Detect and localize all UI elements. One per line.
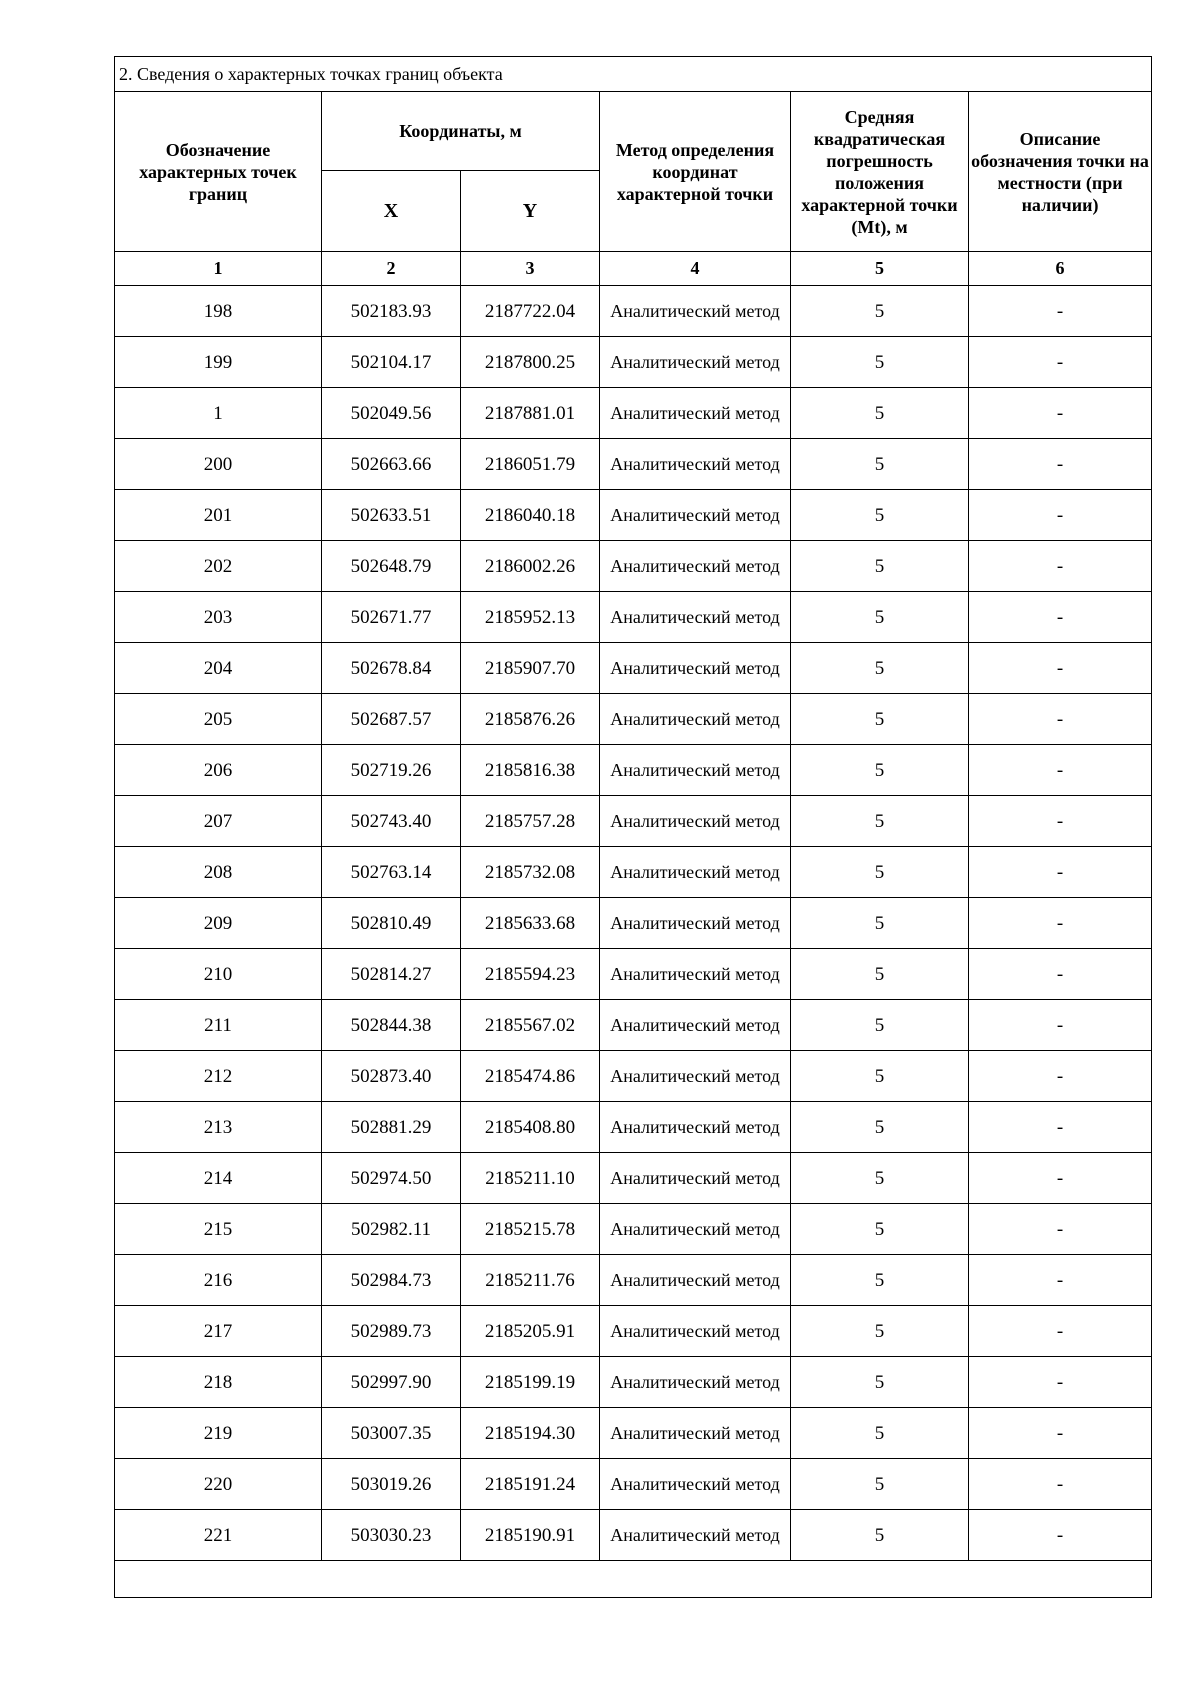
description-cell: - — [969, 337, 1152, 388]
header-y: Y — [461, 171, 600, 252]
y-coordinate-cell: 2186051.79 — [461, 439, 600, 490]
description-cell: - — [969, 1510, 1152, 1561]
method-cell: Аналитический метод — [600, 541, 791, 592]
accuracy-cell: 5 — [791, 1000, 969, 1051]
accuracy-cell: 5 — [791, 745, 969, 796]
table-row — [115, 286, 1152, 337]
accuracy-cell: 5 — [791, 1255, 969, 1306]
point-number-cell: 202 — [115, 541, 322, 592]
x-coordinate-cell: 502844.38 — [322, 1000, 461, 1051]
table-row — [115, 1357, 1152, 1408]
x-coordinate-cell: 502104.17 — [322, 337, 461, 388]
y-coordinate-cell: 2185211.76 — [461, 1255, 600, 1306]
method-cell: Аналитический метод — [600, 490, 791, 541]
accuracy-cell: 5 — [791, 949, 969, 1000]
x-coordinate-cell: 502997.90 — [322, 1357, 461, 1408]
description-cell: - — [969, 1306, 1152, 1357]
description-cell: - — [969, 694, 1152, 745]
section-title: 2. Сведения о характерных точках границ объекта — [115, 57, 1152, 92]
accuracy-cell: 5 — [791, 1357, 969, 1408]
table-row — [115, 439, 1152, 490]
x-coordinate-cell: 502814.27 — [322, 949, 461, 1000]
method-cell: Аналитический метод — [600, 1357, 791, 1408]
y-coordinate-cell: 2185594.23 — [461, 949, 600, 1000]
point-number-cell: 221 — [115, 1510, 322, 1561]
method-cell: Аналитический метод — [600, 694, 791, 745]
column-number: 4 — [600, 252, 791, 286]
document-page — [114, 56, 1151, 1598]
method-cell: Аналитический метод — [600, 643, 791, 694]
y-coordinate-cell: 2185215.78 — [461, 1204, 600, 1255]
description-cell: - — [969, 439, 1152, 490]
x-coordinate-cell: 502989.73 — [322, 1306, 461, 1357]
y-coordinate-cell: 2185474.86 — [461, 1051, 600, 1102]
method-cell: Аналитический метод — [600, 1102, 791, 1153]
table-row — [115, 388, 1152, 439]
y-coordinate-cell: 2185757.28 — [461, 796, 600, 847]
x-coordinate-cell: 502687.57 — [322, 694, 461, 745]
column-number: 5 — [791, 252, 969, 286]
accuracy-cell: 5 — [791, 337, 969, 388]
description-cell: - — [969, 541, 1152, 592]
table-row — [115, 643, 1152, 694]
method-cell: Аналитический метод — [600, 337, 791, 388]
accuracy-cell: 5 — [791, 388, 969, 439]
x-coordinate-cell: 502810.49 — [322, 898, 461, 949]
description-cell: - — [969, 1459, 1152, 1510]
point-number-cell: 198 — [115, 286, 322, 337]
x-coordinate-cell: 502671.77 — [322, 592, 461, 643]
x-coordinate-cell: 502984.73 — [322, 1255, 461, 1306]
method-cell: Аналитический метод — [600, 1255, 791, 1306]
table-row — [115, 541, 1152, 592]
accuracy-cell: 5 — [791, 1051, 969, 1102]
method-cell: Аналитический метод — [600, 439, 791, 490]
method-cell: Аналитический метод — [600, 1204, 791, 1255]
x-coordinate-cell: 503019.26 — [322, 1459, 461, 1510]
y-coordinate-cell: 2185567.02 — [461, 1000, 600, 1051]
accuracy-cell: 5 — [791, 796, 969, 847]
table-row — [115, 745, 1152, 796]
table-row — [115, 592, 1152, 643]
x-coordinate-cell: 502982.11 — [322, 1204, 461, 1255]
description-cell: - — [969, 1051, 1152, 1102]
x-coordinate-cell: 503030.23 — [322, 1510, 461, 1561]
point-number-cell: 209 — [115, 898, 322, 949]
point-number-cell: 207 — [115, 796, 322, 847]
description-cell: - — [969, 1204, 1152, 1255]
method-cell: Аналитический метод — [600, 847, 791, 898]
header-x: X — [322, 171, 461, 252]
table-row — [115, 1204, 1152, 1255]
method-cell: Аналитический метод — [600, 388, 791, 439]
y-coordinate-cell: 2185190.91 — [461, 1510, 600, 1561]
point-number-cell: 204 — [115, 643, 322, 694]
description-cell: - — [969, 1255, 1152, 1306]
point-number-cell: 214 — [115, 1153, 322, 1204]
accuracy-cell: 5 — [791, 592, 969, 643]
x-coordinate-cell: 502873.40 — [322, 1051, 461, 1102]
accuracy-cell: 5 — [791, 490, 969, 541]
description-cell: - — [969, 286, 1152, 337]
description-cell: - — [969, 1000, 1152, 1051]
x-coordinate-cell: 502648.79 — [322, 541, 461, 592]
y-coordinate-cell: 2185191.24 — [461, 1459, 600, 1510]
method-cell: Аналитический метод — [600, 745, 791, 796]
section-title-row — [115, 57, 1152, 92]
table-row — [115, 1408, 1152, 1459]
table-row — [115, 1000, 1152, 1051]
y-coordinate-cell: 2185633.68 — [461, 898, 600, 949]
table-row — [115, 847, 1152, 898]
x-coordinate-cell: 502678.84 — [322, 643, 461, 694]
description-cell: - — [969, 949, 1152, 1000]
y-coordinate-cell: 2185408.80 — [461, 1102, 600, 1153]
y-coordinate-cell: 2187800.25 — [461, 337, 600, 388]
column-number: 6 — [969, 252, 1152, 286]
accuracy-cell: 5 — [791, 1510, 969, 1561]
accuracy-cell: 5 — [791, 439, 969, 490]
table-row — [115, 1153, 1152, 1204]
column-numbers-row — [115, 252, 1152, 286]
table-row — [115, 1255, 1152, 1306]
table-row — [115, 337, 1152, 388]
description-cell: - — [969, 643, 1152, 694]
table-row — [115, 490, 1152, 541]
point-number-cell: 1 — [115, 388, 322, 439]
y-coordinate-cell: 2185907.70 — [461, 643, 600, 694]
y-coordinate-cell: 2187722.04 — [461, 286, 600, 337]
point-number-cell: 213 — [115, 1102, 322, 1153]
accuracy-cell: 5 — [791, 898, 969, 949]
method-cell: Аналитический метод — [600, 1510, 791, 1561]
x-coordinate-cell: 502743.40 — [322, 796, 461, 847]
description-cell: - — [969, 388, 1152, 439]
table-row — [115, 796, 1152, 847]
table-footer-row — [115, 1561, 1152, 1598]
x-coordinate-cell: 502763.14 — [322, 847, 461, 898]
x-coordinate-cell: 502881.29 — [322, 1102, 461, 1153]
description-cell: - — [969, 1357, 1152, 1408]
point-number-cell: 219 — [115, 1408, 322, 1459]
point-number-cell: 220 — [115, 1459, 322, 1510]
y-coordinate-cell: 2186002.26 — [461, 541, 600, 592]
table-row — [115, 1051, 1152, 1102]
point-number-cell: 206 — [115, 745, 322, 796]
y-coordinate-cell: 2185194.30 — [461, 1408, 600, 1459]
header-description: Описание обозначения точки на местности (при наличии) — [969, 92, 1152, 252]
point-number-cell: 203 — [115, 592, 322, 643]
table-row — [115, 898, 1152, 949]
description-cell: - — [969, 592, 1152, 643]
description-cell: - — [969, 1102, 1152, 1153]
point-number-cell: 205 — [115, 694, 322, 745]
table-row — [115, 1459, 1152, 1510]
point-number-cell: 212 — [115, 1051, 322, 1102]
accuracy-cell: 5 — [791, 1204, 969, 1255]
accuracy-cell: 5 — [791, 1408, 969, 1459]
table-row — [115, 1102, 1152, 1153]
header-accuracy: Средняя квадратическая погрешность положения характерной точки (Mt), м — [791, 92, 969, 252]
method-cell: Аналитический метод — [600, 1459, 791, 1510]
x-coordinate-cell: 502049.56 — [322, 388, 461, 439]
table-row — [115, 949, 1152, 1000]
x-coordinate-cell: 502183.93 — [322, 286, 461, 337]
method-cell: Аналитический метод — [600, 898, 791, 949]
point-number-cell: 210 — [115, 949, 322, 1000]
method-cell: Аналитический метод — [600, 1153, 791, 1204]
x-coordinate-cell: 502633.51 — [322, 490, 461, 541]
y-coordinate-cell: 2185816.38 — [461, 745, 600, 796]
y-coordinate-cell: 2185199.19 — [461, 1357, 600, 1408]
description-cell: - — [969, 745, 1152, 796]
description-cell: - — [969, 1408, 1152, 1459]
accuracy-cell: 5 — [791, 541, 969, 592]
accuracy-cell: 5 — [791, 643, 969, 694]
header-coordinates: Координаты, м — [322, 92, 600, 171]
point-number-cell: 199 — [115, 337, 322, 388]
description-cell: - — [969, 847, 1152, 898]
table-row — [115, 1306, 1152, 1357]
y-coordinate-cell: 2185732.08 — [461, 847, 600, 898]
description-cell: - — [969, 1153, 1152, 1204]
x-coordinate-cell: 503007.35 — [322, 1408, 461, 1459]
y-coordinate-cell: 2185876.26 — [461, 694, 600, 745]
table-row — [115, 1510, 1152, 1561]
method-cell: Аналитический метод — [600, 1408, 791, 1459]
point-number-cell: 215 — [115, 1204, 322, 1255]
table-row — [115, 694, 1152, 745]
point-number-cell: 208 — [115, 847, 322, 898]
table-footer-cell — [115, 1561, 1152, 1598]
accuracy-cell: 5 — [791, 1153, 969, 1204]
y-coordinate-cell: 2186040.18 — [461, 490, 600, 541]
header-point-name: Обозначение характерных точек границ — [115, 92, 322, 252]
accuracy-cell: 5 — [791, 286, 969, 337]
table-body — [115, 286, 1152, 1561]
x-coordinate-cell: 502974.50 — [322, 1153, 461, 1204]
column-number: 1 — [115, 252, 322, 286]
accuracy-cell: 5 — [791, 694, 969, 745]
point-number-cell: 217 — [115, 1306, 322, 1357]
accuracy-cell: 5 — [791, 847, 969, 898]
column-number: 3 — [461, 252, 600, 286]
description-cell: - — [969, 898, 1152, 949]
x-coordinate-cell: 502663.66 — [322, 439, 461, 490]
y-coordinate-cell: 2185952.13 — [461, 592, 600, 643]
point-number-cell: 216 — [115, 1255, 322, 1306]
method-cell: Аналитический метод — [600, 1051, 791, 1102]
y-coordinate-cell: 2185211.10 — [461, 1153, 600, 1204]
method-cell: Аналитический метод — [600, 1306, 791, 1357]
y-coordinate-cell: 2185205.91 — [461, 1306, 600, 1357]
point-number-cell: 201 — [115, 490, 322, 541]
header-method: Метод определения координат характерной точки — [600, 92, 791, 252]
point-number-cell: 200 — [115, 439, 322, 490]
description-cell: - — [969, 796, 1152, 847]
method-cell: Аналитический метод — [600, 286, 791, 337]
accuracy-cell: 5 — [791, 1102, 969, 1153]
accuracy-cell: 5 — [791, 1459, 969, 1510]
method-cell: Аналитический метод — [600, 796, 791, 847]
x-coordinate-cell: 502719.26 — [322, 745, 461, 796]
method-cell: Аналитический метод — [600, 949, 791, 1000]
column-number: 2 — [322, 252, 461, 286]
accuracy-cell: 5 — [791, 1306, 969, 1357]
y-coordinate-cell: 2187881.01 — [461, 388, 600, 439]
point-number-cell: 218 — [115, 1357, 322, 1408]
method-cell: Аналитический метод — [600, 1000, 791, 1051]
description-cell: - — [969, 490, 1152, 541]
header-row-top — [115, 92, 1152, 171]
point-number-cell: 211 — [115, 1000, 322, 1051]
boundary-points-table — [114, 56, 1152, 1598]
method-cell: Аналитический метод — [600, 592, 791, 643]
